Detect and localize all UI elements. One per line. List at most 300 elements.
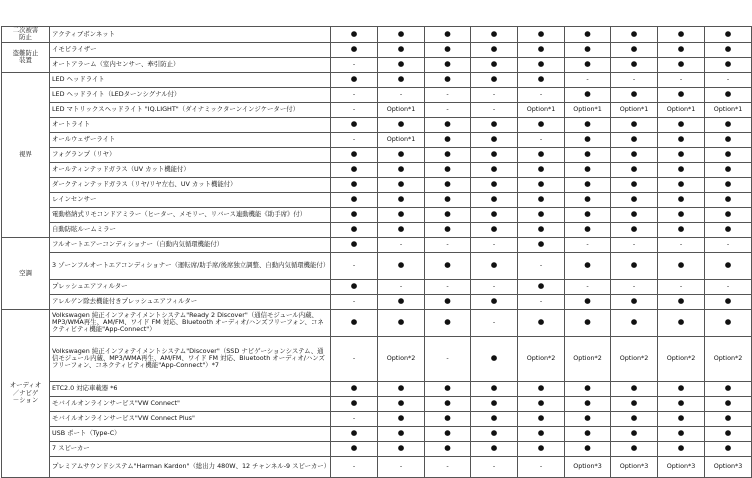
availability-cell	[658, 336, 705, 381]
feature-cell: オートライト	[50, 117, 331, 132]
standard-dot: ●	[677, 428, 685, 438]
availability-cell	[425, 411, 471, 426]
standard-dot: ●	[677, 134, 685, 144]
availability-cell	[658, 396, 705, 411]
standard-dot: ●	[724, 296, 732, 306]
standard-dot: ●	[350, 239, 358, 249]
availability-cell	[611, 147, 658, 162]
availability-cell	[378, 396, 425, 411]
availability-cell	[705, 381, 752, 396]
availability-cell	[565, 72, 611, 87]
feature-cell: プレミアムサウンドシステム"Harman Kardon"（総出力 480W、12 チャンネル-9 スピーカー）	[50, 456, 331, 477]
not-available-dash: -	[446, 282, 449, 291]
standard-dot: ●	[444, 428, 451, 438]
feature-cell: LED ヘッドライト（LEDターンシグナル付）	[50, 87, 331, 102]
standard-dot: ●	[490, 398, 498, 408]
not-available-dash: -	[492, 282, 496, 291]
option-label: Option*1	[386, 135, 416, 144]
availability-cell	[611, 42, 658, 57]
availability-cell	[425, 426, 471, 441]
availability-cell	[658, 102, 705, 117]
availability-cell	[425, 279, 471, 294]
availability-cell	[331, 222, 378, 237]
standard-dot: ●	[350, 74, 358, 84]
standard-dot: ●	[584, 149, 591, 159]
standard-dot: ●	[724, 413, 732, 423]
availability-cell	[471, 177, 518, 192]
availability-cell	[378, 336, 425, 381]
category-cell: 空調	[2, 237, 50, 309]
option-label: Option*1	[713, 105, 743, 114]
availability-cell	[611, 87, 658, 102]
availability-cell	[471, 411, 518, 426]
availability-cell	[518, 27, 565, 43]
feature-cell: LED マトリックスヘッドライト "IQ.LIGHT"（ダイナミックターンインジケーター付）	[50, 102, 331, 117]
standard-dot: ●	[630, 119, 638, 129]
availability-cell	[611, 441, 658, 456]
not-available-dash: -	[399, 90, 403, 99]
availability-cell	[658, 411, 705, 426]
availability-cell	[565, 411, 611, 426]
availability-cell	[518, 456, 565, 477]
standard-dot: ●	[350, 179, 358, 189]
availability-cell	[658, 426, 705, 441]
option-label: Option*2	[526, 354, 556, 363]
standard-dot: ●	[677, 89, 685, 99]
table-row	[2, 162, 752, 177]
availability-cell	[518, 309, 565, 336]
availability-cell	[378, 192, 425, 207]
standard-dot: ●	[677, 164, 685, 174]
availability-cell	[658, 42, 705, 57]
category-cell: 視界	[2, 72, 50, 237]
table-row	[2, 117, 752, 132]
standard-dot: ●	[584, 296, 591, 306]
standard-dot: ●	[537, 149, 545, 159]
availability-cell	[471, 72, 518, 87]
availability-cell	[565, 192, 611, 207]
feature-cell: フォグランプ（リヤ）	[50, 147, 331, 162]
availability-cell	[518, 102, 565, 117]
standard-dot: ●	[584, 224, 591, 234]
standard-dot: ●	[677, 398, 685, 408]
feature-cell: USB ポート（Type-C）	[50, 426, 331, 441]
availability-cell	[518, 222, 565, 237]
availability-cell	[331, 279, 378, 294]
standard-dot: ●	[397, 119, 405, 129]
availability-cell	[565, 309, 611, 336]
standard-dot: ●	[490, 209, 498, 219]
availability-cell	[425, 162, 471, 177]
availability-cell	[378, 411, 425, 426]
availability-cell	[658, 294, 705, 309]
standard-dot: ●	[584, 443, 591, 453]
standard-dot: ●	[724, 194, 732, 204]
not-available-dash: -	[352, 105, 356, 114]
availability-cell	[611, 177, 658, 192]
availability-cell	[705, 72, 752, 87]
spec-table	[1, 26, 752, 478]
availability-cell	[658, 309, 705, 336]
standard-dot: ●	[630, 29, 638, 39]
option-label: Option*2	[573, 354, 602, 363]
standard-dot: ●	[584, 134, 591, 144]
availability-cell	[331, 441, 378, 456]
standard-dot: ●	[724, 119, 732, 129]
not-available-dash: -	[352, 261, 356, 270]
standard-dot: ●	[630, 134, 638, 144]
not-available-dash: -	[446, 105, 449, 114]
table-row	[2, 396, 752, 411]
table-row	[2, 252, 752, 279]
standard-dot: ●	[630, 383, 638, 393]
standard-dot: ●	[350, 317, 358, 327]
standard-dot: ●	[490, 428, 498, 438]
availability-cell	[611, 456, 658, 477]
standard-dot: ●	[630, 59, 638, 69]
availability-cell	[378, 177, 425, 192]
availability-cell	[425, 222, 471, 237]
feature-cell: Volkswagen 純正インフォテイメントシステム"Ready 2 Discover"（通信モジュール内蔵、MP3/WMA再生、AM/FM、ワイド FM 対応、Bluetooth オーディオ/ハンズフリーフォン、コネクティビティ機能"App-Connect"）	[50, 309, 331, 336]
availability-cell	[518, 441, 565, 456]
not-available-dash: -	[726, 240, 730, 249]
standard-dot: ●	[537, 239, 545, 249]
availability-cell	[705, 426, 752, 441]
standard-dot: ●	[724, 224, 732, 234]
availability-cell	[331, 252, 378, 279]
availability-cell	[611, 426, 658, 441]
availability-cell	[378, 456, 425, 477]
availability-cell	[331, 42, 378, 57]
availability-cell	[425, 42, 471, 57]
availability-cell	[658, 279, 705, 294]
availability-cell	[378, 132, 425, 147]
table-row	[2, 42, 752, 57]
availability-cell	[705, 222, 752, 237]
availability-cell	[378, 252, 425, 279]
availability-cell	[378, 117, 425, 132]
feature-cell: プレッシュエアフィルター	[50, 279, 331, 294]
availability-cell	[378, 27, 425, 43]
availability-cell	[611, 279, 658, 294]
not-available-dash: -	[399, 240, 403, 249]
standard-dot: ●	[350, 29, 358, 39]
category-cell: 二次被害 防止	[2, 27, 50, 43]
not-available-dash: -	[539, 462, 543, 471]
standard-dot: ●	[444, 317, 451, 327]
availability-cell	[518, 57, 565, 72]
not-available-dash: -	[352, 135, 356, 144]
standard-dot: ●	[724, 443, 732, 453]
availability-cell	[611, 222, 658, 237]
standard-dot: ●	[490, 224, 498, 234]
feature-cell: レインセンサー	[50, 192, 331, 207]
standard-dot: ●	[537, 317, 545, 327]
table-row	[2, 207, 752, 222]
standard-dot: ●	[630, 296, 638, 306]
availability-cell	[471, 27, 518, 43]
availability-cell	[378, 102, 425, 117]
availability-cell	[611, 102, 658, 117]
feature-cell: アレルゲン除去機能付きプレッシュエアフィルター	[50, 294, 331, 309]
availability-cell	[425, 87, 471, 102]
standard-dot: ●	[397, 296, 405, 306]
availability-cell	[565, 117, 611, 132]
standard-dot: ●	[490, 194, 498, 204]
availability-cell	[331, 411, 378, 426]
availability-cell	[611, 411, 658, 426]
standard-dot: ●	[350, 281, 358, 291]
table-row	[2, 192, 752, 207]
availability-cell	[658, 27, 705, 43]
standard-dot: ●	[444, 119, 451, 129]
standard-dot: ●	[444, 296, 451, 306]
standard-dot: ●	[397, 317, 405, 327]
availability-cell	[518, 294, 565, 309]
availability-cell	[518, 252, 565, 279]
table-row	[2, 132, 752, 147]
standard-dot: ●	[724, 44, 732, 54]
availability-cell	[518, 279, 565, 294]
feature-cell: オールティンテッドガラス（UV カット機能付）	[50, 162, 331, 177]
availability-cell	[471, 237, 518, 252]
option-label: Option*2	[619, 354, 649, 363]
standard-dot: ●	[350, 428, 358, 438]
availability-cell	[565, 42, 611, 57]
feature-cell: イモビライザー	[50, 42, 331, 57]
availability-cell	[331, 102, 378, 117]
availability-cell	[611, 57, 658, 72]
standard-dot: ●	[490, 179, 498, 189]
availability-cell	[705, 456, 752, 477]
availability-cell	[471, 42, 518, 57]
availability-cell	[518, 336, 565, 381]
availability-cell	[378, 294, 425, 309]
standard-dot: ●	[724, 179, 732, 189]
availability-cell	[705, 441, 752, 456]
availability-cell	[658, 222, 705, 237]
standard-dot: ●	[630, 194, 638, 204]
not-available-dash: -	[399, 462, 403, 471]
availability-cell	[705, 294, 752, 309]
standard-dot: ●	[490, 443, 498, 453]
availability-cell	[611, 336, 658, 381]
standard-dot: ●	[444, 134, 451, 144]
availability-cell	[518, 147, 565, 162]
availability-cell	[658, 237, 705, 252]
availability-cell	[518, 207, 565, 222]
standard-dot: ●	[490, 149, 498, 159]
standard-dot: ●	[444, 443, 451, 453]
standard-dot: ●	[444, 149, 451, 159]
standard-dot: ●	[397, 260, 405, 270]
standard-dot: ●	[630, 89, 638, 99]
availability-cell	[331, 381, 378, 396]
availability-cell	[378, 426, 425, 441]
availability-cell	[378, 441, 425, 456]
availability-cell	[331, 162, 378, 177]
feature-cell: LED ヘッドライト	[50, 72, 331, 87]
availability-cell	[378, 237, 425, 252]
standard-dot: ●	[537, 383, 545, 393]
option-label: Option*3	[619, 462, 649, 471]
not-available-dash: -	[446, 90, 449, 99]
standard-dot: ●	[584, 209, 591, 219]
standard-dot: ●	[444, 164, 451, 174]
availability-cell	[331, 132, 378, 147]
availability-cell	[611, 309, 658, 336]
availability-cell	[611, 132, 658, 147]
availability-cell	[331, 177, 378, 192]
availability-cell	[705, 57, 752, 72]
availability-cell	[425, 237, 471, 252]
availability-cell	[705, 117, 752, 132]
availability-cell	[471, 162, 518, 177]
feature-cell: アクティブボンネット	[50, 27, 331, 43]
availability-cell	[705, 309, 752, 336]
availability-cell	[658, 192, 705, 207]
availability-cell	[658, 456, 705, 477]
availability-cell	[471, 102, 518, 117]
availability-cell	[471, 147, 518, 162]
availability-cell	[378, 147, 425, 162]
availability-cell	[331, 27, 378, 43]
availability-cell	[611, 294, 658, 309]
availability-cell	[565, 426, 611, 441]
standard-dot: ●	[397, 59, 405, 69]
not-available-dash: -	[352, 60, 356, 69]
not-available-dash: -	[632, 75, 636, 84]
availability-cell	[611, 381, 658, 396]
standard-dot: ●	[444, 74, 451, 84]
feature-cell: 電動格納式リモコンドアミラー（ヒーター、メモリー、リバース連動機能《助手席》付）	[50, 207, 331, 222]
not-available-dash: -	[446, 462, 449, 471]
table-row	[2, 27, 752, 43]
table-row	[2, 426, 752, 441]
availability-cell	[658, 177, 705, 192]
standard-dot: ●	[490, 296, 498, 306]
standard-dot: ●	[724, 260, 732, 270]
standard-dot: ●	[630, 317, 638, 327]
availability-cell	[565, 147, 611, 162]
not-available-dash: -	[352, 297, 356, 306]
standard-dot: ●	[584, 179, 591, 189]
availability-cell	[425, 57, 471, 72]
standard-dot: ●	[397, 383, 405, 393]
standard-dot: ●	[537, 59, 545, 69]
availability-cell	[425, 294, 471, 309]
standard-dot: ●	[350, 149, 358, 159]
availability-cell	[518, 411, 565, 426]
standard-dot: ●	[630, 44, 638, 54]
table-row	[2, 381, 752, 396]
availability-cell	[471, 222, 518, 237]
availability-cell	[611, 207, 658, 222]
table-row	[2, 102, 752, 117]
not-available-dash: -	[352, 90, 356, 99]
standard-dot: ●	[630, 398, 638, 408]
standard-dot: ●	[350, 209, 358, 219]
standard-dot: ●	[584, 317, 591, 327]
standard-dot: ●	[630, 224, 638, 234]
not-available-dash: -	[492, 462, 496, 471]
availability-cell	[658, 207, 705, 222]
availability-cell	[471, 294, 518, 309]
availability-cell	[705, 252, 752, 279]
standard-dot: ●	[490, 353, 498, 363]
availability-cell	[331, 72, 378, 87]
availability-cell	[518, 237, 565, 252]
standard-dot: ●	[350, 224, 358, 234]
standard-dot: ●	[490, 383, 498, 393]
availability-cell	[331, 309, 378, 336]
table-row	[2, 72, 752, 87]
standard-dot: ●	[444, 383, 451, 393]
availability-cell	[565, 294, 611, 309]
availability-cell	[565, 456, 611, 477]
standard-dot: ●	[490, 134, 498, 144]
availability-cell	[518, 162, 565, 177]
option-label: Option*2	[666, 354, 696, 363]
standard-dot: ●	[444, 224, 451, 234]
availability-cell	[425, 177, 471, 192]
not-available-dash: -	[352, 462, 356, 471]
availability-cell	[425, 27, 471, 43]
not-available-dash: -	[492, 240, 496, 249]
standard-dot: ●	[630, 164, 638, 174]
option-label: Option*1	[526, 105, 556, 114]
table-row	[2, 309, 752, 336]
standard-dot: ●	[724, 209, 732, 219]
table-row	[2, 336, 752, 381]
availability-cell	[518, 426, 565, 441]
availability-cell	[425, 192, 471, 207]
table-row	[2, 177, 752, 192]
standard-dot: ●	[677, 44, 685, 54]
feature-cell: 3 ゾーンフルオートエアコンディショナー（運転席/助手席/後席独立調整、自動内気循環機能付）	[50, 252, 331, 279]
availability-cell	[471, 87, 518, 102]
availability-cell	[425, 456, 471, 477]
availability-cell	[425, 396, 471, 411]
availability-cell	[565, 27, 611, 43]
availability-cell	[518, 117, 565, 132]
standard-dot: ●	[397, 398, 405, 408]
standard-dot: ●	[444, 194, 451, 204]
availability-cell	[425, 207, 471, 222]
standard-dot: ●	[724, 149, 732, 159]
standard-dot: ●	[444, 179, 451, 189]
not-available-dash: -	[726, 75, 730, 84]
standard-dot: ●	[584, 428, 591, 438]
availability-cell	[378, 279, 425, 294]
availability-cell	[658, 147, 705, 162]
availability-cell	[658, 57, 705, 72]
availability-cell	[471, 396, 518, 411]
availability-cell	[471, 57, 518, 72]
category-cell: オーディオ ／ナビゲ －ション	[2, 309, 50, 477]
standard-dot: ●	[724, 383, 732, 393]
availability-cell	[705, 207, 752, 222]
availability-cell	[611, 192, 658, 207]
standard-dot: ●	[630, 428, 638, 438]
standard-dot: ●	[490, 164, 498, 174]
standard-dot: ●	[444, 44, 451, 54]
availability-cell	[471, 426, 518, 441]
availability-cell	[471, 309, 518, 336]
availability-cell	[705, 237, 752, 252]
not-available-dash: -	[679, 240, 683, 249]
availability-cell	[331, 147, 378, 162]
